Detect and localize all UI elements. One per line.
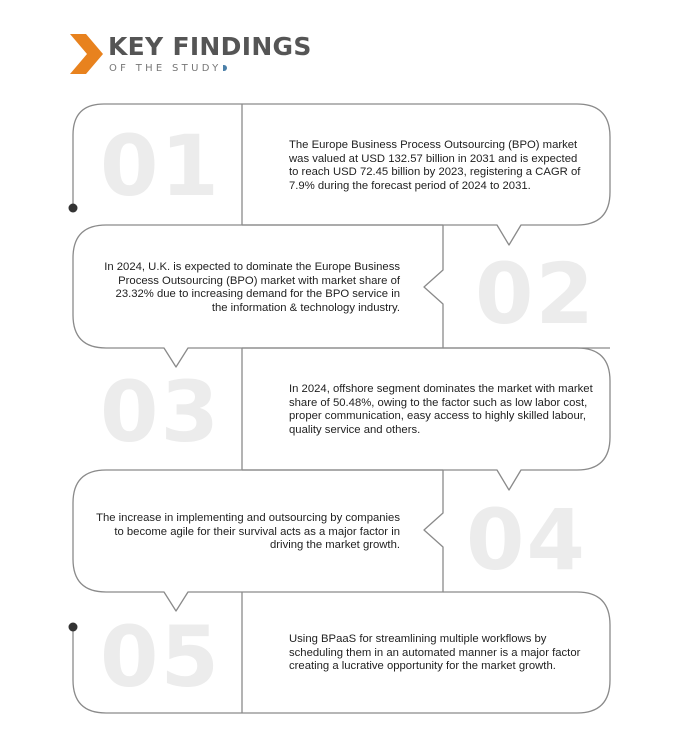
finding-04-text: The increase in implementing and outsourcing by companies to become agile for their survival acts as a major factor in driving the market growth. [96, 512, 400, 552]
start-dot-icon [69, 204, 78, 213]
finding-01-text: The Europe Business Process Outsourcing (BPO) market was valued at USD 132.57 billion in 2031 and is expected to reach USD 72.45 billion by 2023, registering a CAGR of 7.9% during the forecast period of 2024 to 2031. [289, 139, 581, 192]
finding-05-number: 05 [100, 608, 221, 706]
finding-02-text: In 2024, U.K. is expected to dominate the Europe Business Process Outsourcing (BPO) market with market share of 23.32% due to increasing demand for the BPO service in the information & technology industry. [104, 261, 400, 314]
finding-01-number: 01 [100, 117, 221, 215]
page-title: KEY FINDINGS [108, 32, 312, 61]
page-subtitle: OF THE STUDY [109, 63, 227, 74]
finding-03-number: 03 [100, 363, 221, 461]
finding-02-number: 02 [475, 245, 596, 343]
finding-05-text: Using BPaaS for streamlining multiple workflows by scheduling them in an automated manner is a major factor creating a lucrative opportunity for the market growth. [289, 633, 581, 673]
finding-03-text: In 2024, offshore segment dominates the market with market share of 50.48%, owing to the factor such as low labor cost, proper communication, easy access to highly skilled labour, quality service and others. [289, 383, 593, 436]
finding-04-number: 04 [466, 491, 587, 589]
end-dot-icon [69, 623, 78, 632]
